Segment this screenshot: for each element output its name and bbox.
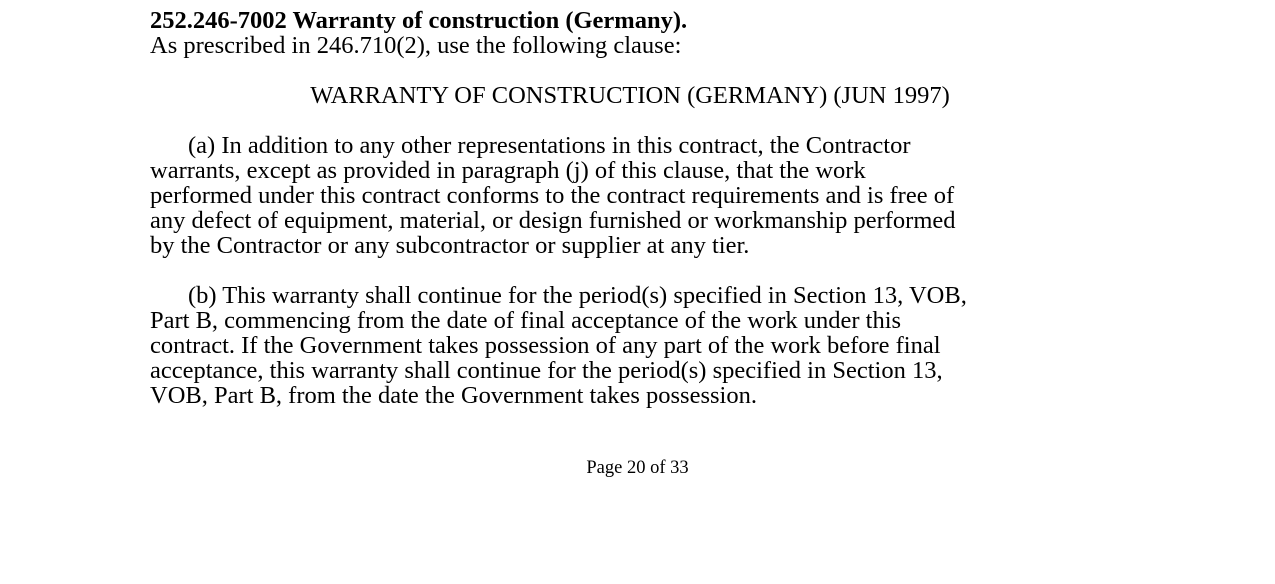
paragraph-line: acceptance, this warranty shall continue for the period(s) specified in Section 13,: [150, 357, 943, 384]
paragraph-line: performed under this contract conforms to the contract requirements and is free of: [150, 182, 955, 209]
document-body: [150, 8, 1110, 408]
clause-title: WARRANTY OF CONSTRUCTION (GERMANY) (JUN 1997): [310, 82, 950, 109]
paragraph-line: any defect of equipment, material, or design furnished or workmanship performed: [150, 207, 956, 234]
paragraph-line: warrants, except as provided in paragraph (j) of this clause, that the work: [150, 157, 866, 184]
paragraph-line: Part B, commencing from the date of final acceptance of the work under this: [150, 307, 902, 334]
paragraph-line: by the Contractor or any subcontractor or supplier at any tier.: [150, 232, 750, 259]
paragraph-line: (b) This warranty shall continue for the period(s) specified in Section 13, VOB,: [188, 282, 967, 309]
paragraph-line: contract. If the Government takes possession of any part of the work before final: [150, 332, 941, 359]
paragraph-a: [150, 133, 1110, 258]
paragraph-line: (a) In addition to any other representations in this contract, the Contractor: [188, 132, 911, 159]
paragraph-line: VOB, Part B, from the date the Government takes possession.: [150, 382, 757, 409]
page-number: Page 20 of 33: [586, 458, 689, 478]
intro-text: As prescribed in 246.710(2), use the following clause:: [150, 32, 682, 59]
section-heading: 252.246-7002 Warranty of construction (Germany).: [150, 7, 688, 34]
paragraph-b: [150, 283, 1110, 408]
